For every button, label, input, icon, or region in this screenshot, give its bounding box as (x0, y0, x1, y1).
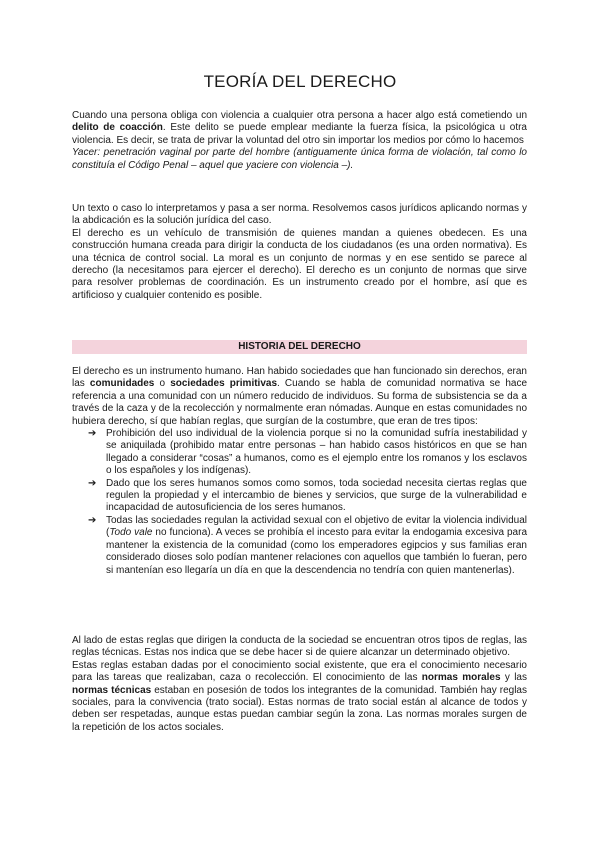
historia-text-c: . Cuando se habla de comunidad normativa se hace referencia a una comunidad con un número reducido de individuos. Su forma de subsistencia se da a través de la caza y de la recolección y normalmente eran nómadas. Aunque en estas comunidades no hubiera derecho, sí que habían reglas, que surgían de la costumbre, que eran de tres tipos: (72, 378, 528, 427)
list-item (72, 478, 527, 515)
reglas-block (72, 635, 527, 734)
historia-bold-comunidades: comunidades (89, 378, 155, 390)
reglas-paragraph-2 (72, 660, 527, 734)
reglas-text-c: estaban en posesión de todos los integrantes de la comunidad. También hay reglas sociales, para la convivencia (trato social). Estas normas de trato social están al alcance de todos y deben ser respetadas, aunque estas puedan cambiar según la zona. Las normas morales surgen de la repetición de los actos sociales. (72, 684, 527, 733)
reglas-paragraph-1: Al lado de estas reglas que dirigen la conducta de la sociedad se encuentran otros tipos de reglas, las reglas técnicas. Estas nos indica que se debe hacer si de quiere alcanzar un determinado objetivo. (72, 635, 527, 659)
arrow-bullet-icon: ➔ (88, 477, 97, 489)
arrow-bullet-icon: ➔ (88, 428, 97, 440)
intro-block (72, 110, 527, 172)
intro-text-a: Cuando una persona obliga con violencia a cualquier otra persona a hacer algo está cometiendo un (72, 110, 527, 121)
definition-paragraph-2: El derecho es un vehículo de transmisión de quienes mandan a quienes obedecen. Es una construcción humana creada para dirigir la conducta de los ciudadanos (es una orden normativa). Es una técnica de control social. La moral es un conjunto de normas y en ese sentido se parece al derecho (la necesitamos para ejercer el derecho). El derecho es un conjunto de normas que sirve para resolver problemas de coordinación. Es un instrumento creado por el hombre, así que es artificioso y cualquier contenido es posible. (72, 227, 527, 301)
list-item-text: Dado que los seres humanos somos como somos, toda sociedad necesita ciertas reglas que regulen la propiedad y el intercambio de bienes y servicios, que surge de la vulnerabilidad e incapacidad de autosuficiencia de los seres humanos. (106, 477, 527, 514)
intro-bold-term: delito de coacción (72, 122, 163, 134)
rules-list (72, 428, 527, 577)
historia-text-b: o (154, 378, 171, 390)
reglas-text-a: Estas reglas estaban dadas por el conocimiento social existente, que era el conocimiento necesario para las tareas que realizaban, caza o recolección. El conocimiento de las (72, 659, 527, 684)
section-heading-band (72, 340, 527, 354)
definition-block (72, 203, 527, 302)
list-item-text: Prohibición del uso individual de la violencia porque si no la comunidad sufría inestabilidad y se aniquilada (prohibido matar entre personas – han habido casos históricos en que se han llegado a considerar “cosas” a humanos, como es el ejemplo entre los romanos y los esclavos o los españoles y los indígenas). (106, 428, 527, 477)
reglas-text-b: y las (500, 672, 527, 684)
list-item-text-b: no funciona). A veces se prohibía el incesto para evitar la endogamia excesiva para mantener la existencia de la comunidad (como los emperadores egipcios y sus familias eran considerado dioses solo podían mantener relaciones con aquellos que también lo fueran, pero si mantenían eso llegaría un día en que la descendencia no tendría con quien mantenerlas). (106, 527, 528, 576)
list-item-text-a: Todas las sociedades regulan la actividad sexual con el objetivo de evitar la violencia individual ( (106, 514, 527, 539)
list-item (72, 515, 527, 577)
page-title: TEORÍA DEL DERECHO (203, 72, 397, 91)
intro-text-b: . Este delito se puede emplear mediante la fuerza física, la psicológica u otra violencia. Es decir, se trata de privar la voluntad del otro sin importar los medios por cómo lo hacemos (72, 122, 527, 146)
historia-paragraph (72, 366, 527, 428)
list-item (72, 428, 527, 478)
section-heading: HISTORIA DEL DERECHO (238, 341, 361, 352)
definition-paragraph-1: Un texto o caso lo interpretamos y pasa a ser norma. Resolvemos casos jurídicos aplicando normas y la abdicación es la solución jurídica del caso. (72, 203, 527, 227)
intro-italic-note: Yacer: penetración vaginal por parte del hombre (antiguamente única forma de violación, tal como lo constituía el Código Penal – aquel que yaciere con violencia –). (72, 147, 527, 171)
reglas-bold-tecnicas: normas técnicas (72, 684, 152, 696)
historia-block (72, 366, 527, 577)
reglas-bold-morales: normas morales (421, 672, 501, 684)
historia-text-a: El derecho es un instrumento humano. Han habido sociedades que han funcionado sin derechos, eran las (72, 366, 527, 390)
list-item-italic: Todo vale (109, 527, 153, 539)
arrow-bullet-icon: ➔ (88, 514, 97, 526)
intro-paragraph (72, 110, 527, 147)
historia-bold-sociedades: sociedades primitivas (170, 378, 278, 390)
